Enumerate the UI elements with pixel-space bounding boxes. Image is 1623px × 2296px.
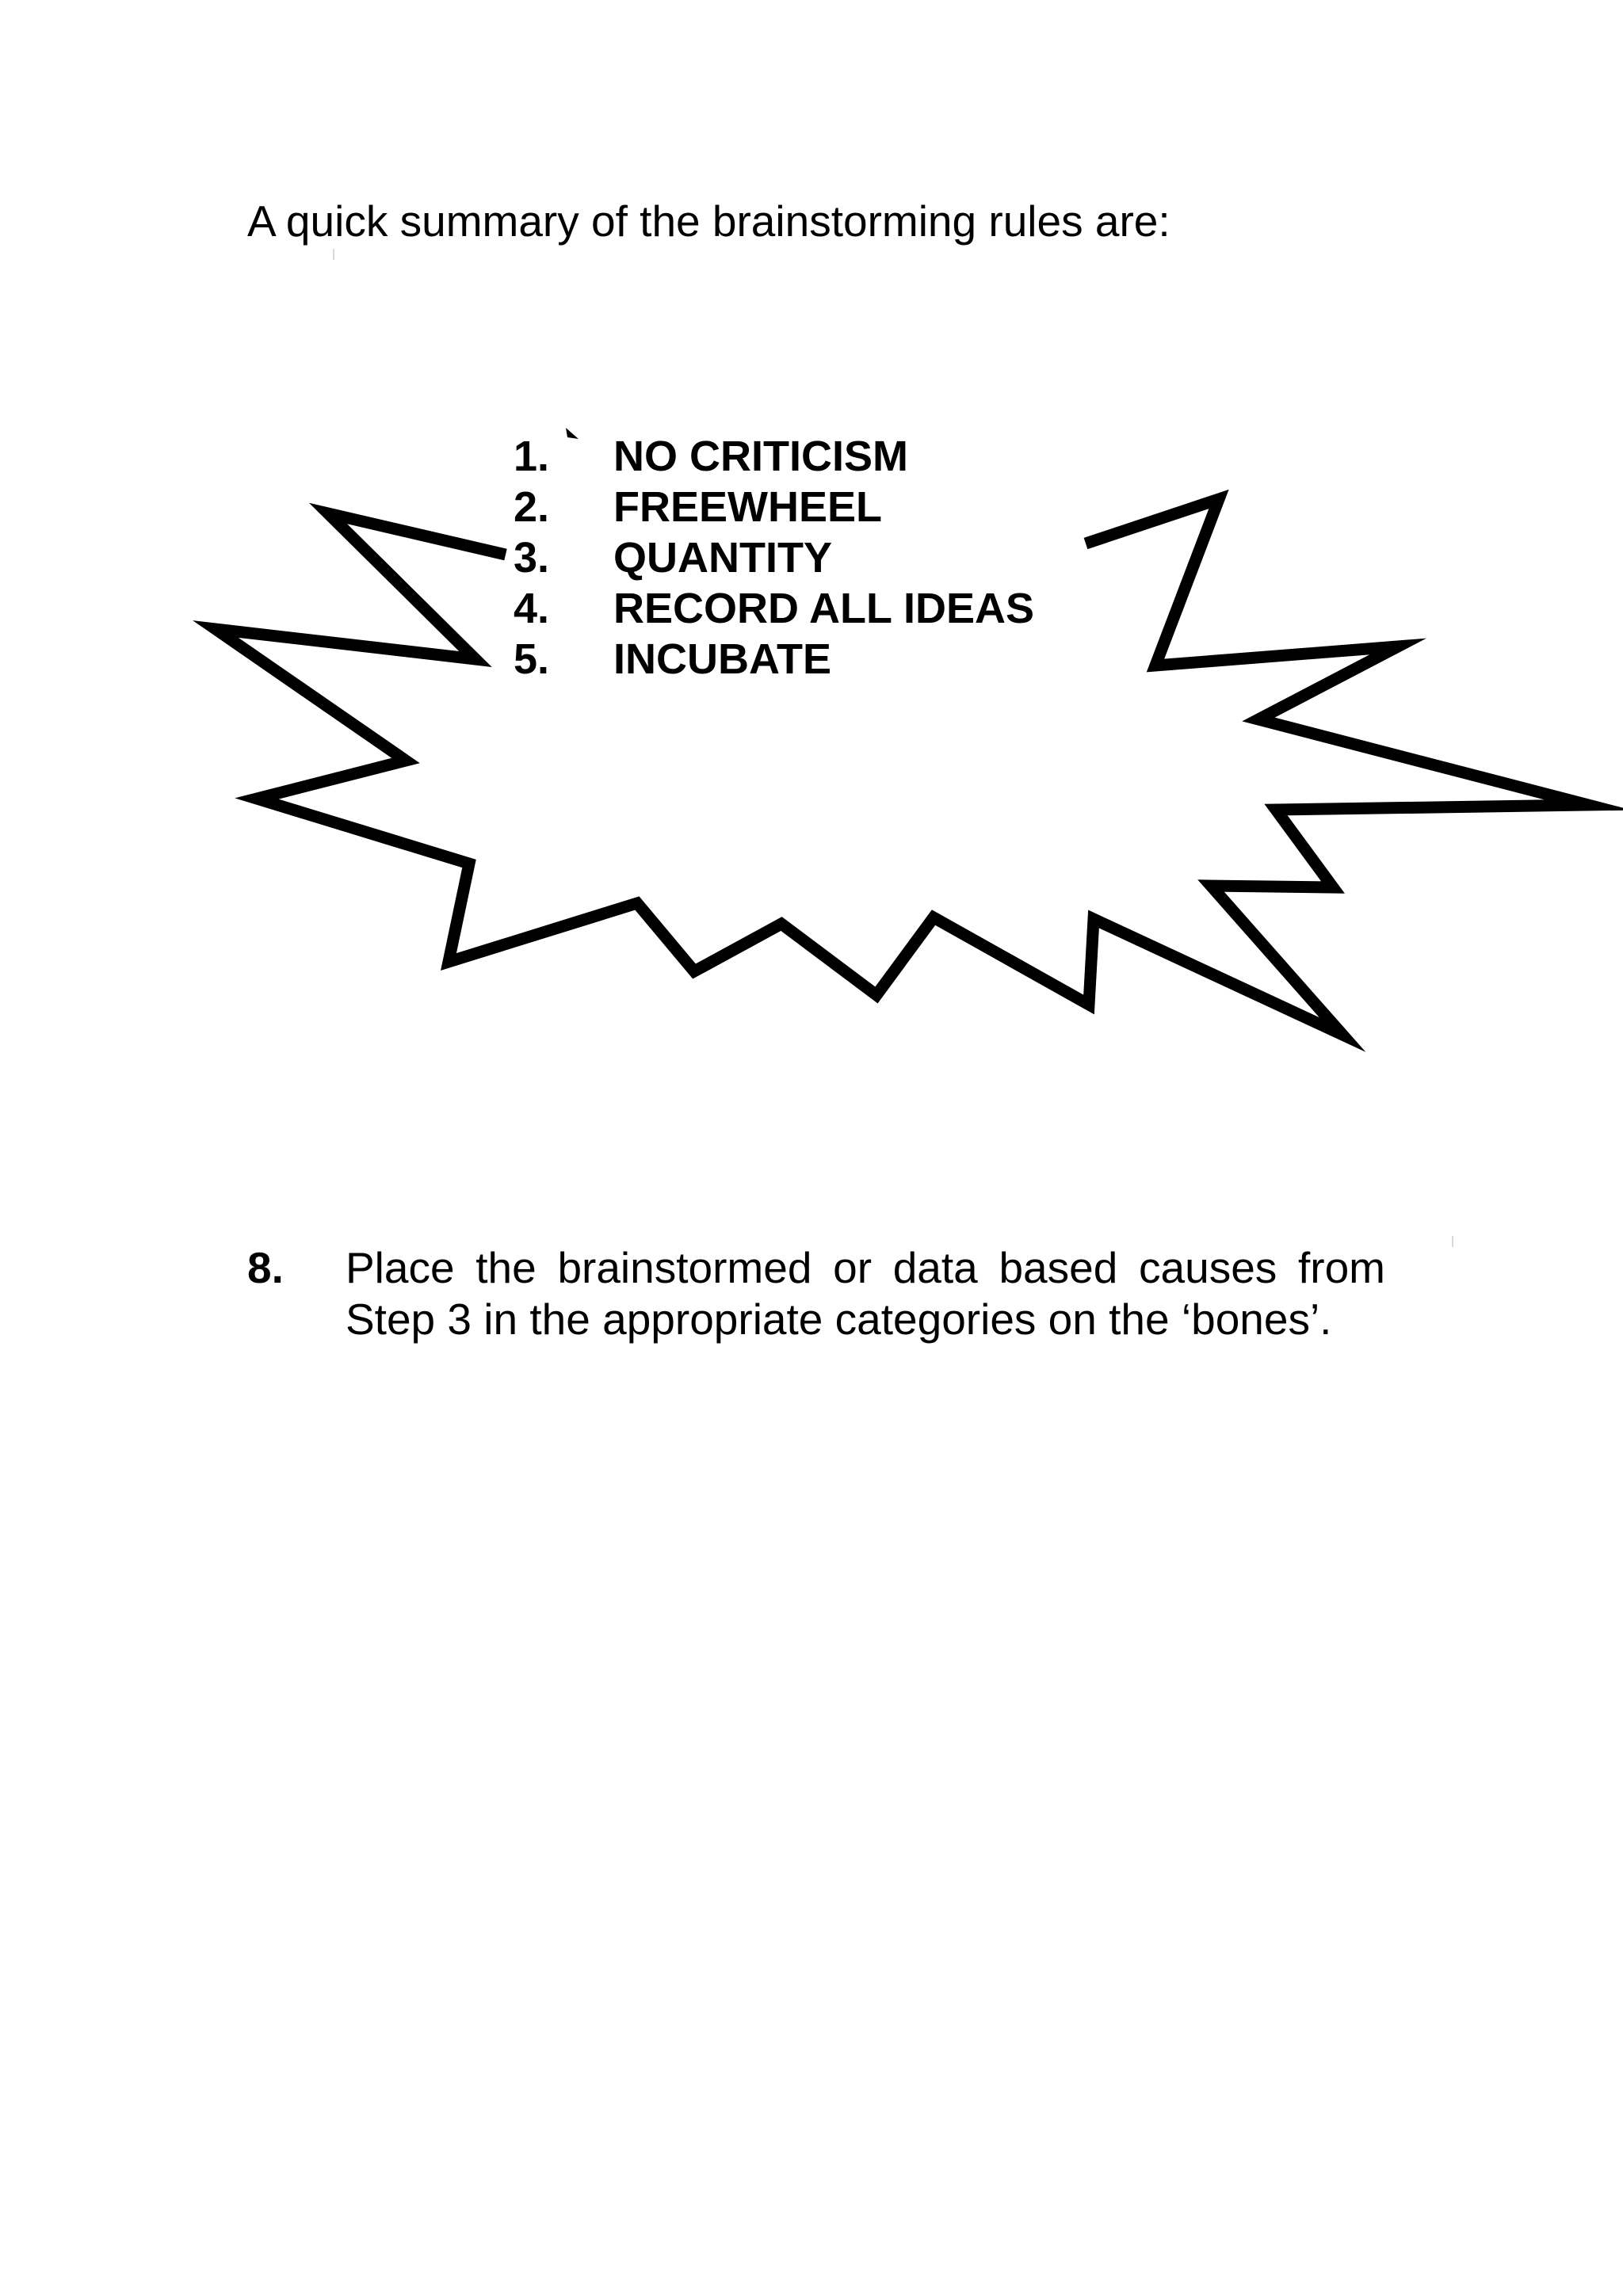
- list-item: [514, 532, 1034, 583]
- step-paragraph: [247, 1242, 1385, 1345]
- list-item: [514, 583, 1034, 634]
- step-text: Place the brainstormed or data based causes from Step 3 in the appropriate categories on the ‘bones’.: [346, 1243, 1385, 1344]
- list-item: [514, 482, 1034, 532]
- rule-label: QUANTITY: [613, 534, 832, 582]
- rule-label: INCUBATE: [613, 635, 831, 683]
- rule-label: NO CRITICISM: [613, 433, 908, 480]
- rule-number: 5.: [514, 635, 550, 683]
- rule-label: FREEWHEEL: [613, 483, 883, 531]
- list-item: [514, 634, 1034, 685]
- rule-label: RECORD ALL IDEAS: [613, 585, 1035, 632]
- rule-number: 3.: [514, 534, 550, 582]
- rule-number: 4.: [514, 585, 550, 632]
- step-number: 8.: [247, 1243, 284, 1292]
- rule-number: 2.: [514, 483, 550, 531]
- list-item: [514, 431, 1034, 482]
- brainstorming-rules-list: [514, 431, 1034, 685]
- rule-number: 1.: [514, 433, 550, 480]
- intro-text: A quick summary of the brainstorming rules are:: [247, 196, 1170, 246]
